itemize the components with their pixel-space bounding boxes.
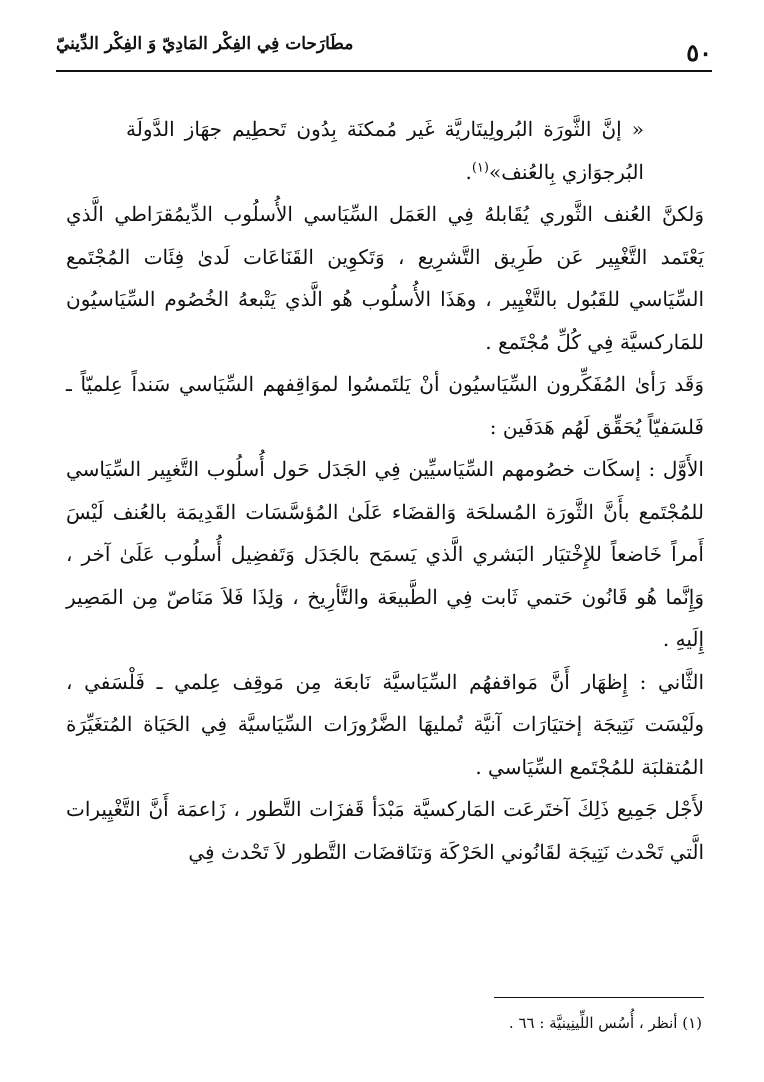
- paragraph-3: الأَوَّل : إسكَات خصُومهم السِّيَاسيِّين فِي الجَدَل حَول أُسلُوب التَّغيِير السِّيَاسي للمُجْتَمع بأَنَّ الثَّورَة المُسلحَة وَالقضَاء عَلَىٰ المُؤسَّسَات القَدِيمَة بالعُنف لَيْسَ أَمراً خَاضعاً للإِخْتيَار البَشري الَّذي يَسمَح بالجَدَل وَتَفضِيل أُسلُوب عَلَىٰ آخر ، وَإِنَّما هُو قَانُون حَتمي ثَابت فِي الطَّبيعَة والتَّأرِيخ ، وَلِذَا فَلاَ مَنَاصّ مِن المَصِير إِلَيهِ .: [66, 457, 704, 651]
- footnote-mark: (١): [471, 159, 489, 175]
- paragraph-1: وَلكنَّ العُنف الثَّوري يُقَابلهُ فِي العَمَل السِّيَاسي الأُسلُوب الدِّيمُقرَاطي الَّذي يَعْتَمد التَّغْيِير عَن طَرِيق التَّشرِيع ، وَتَكوِين القَنَاعَات لَدىٰ فِئَات المُجْتَمع السِّيَاسي للقَبُول بالتَّغْيِير ، وهَذَا الأُسلُوب هُو الَّذي يَتْبعهُ الخُصُوم السِّيَاسيُون للمَاركسيَّة فِي كُلِّ مُجْتَمع .: [66, 202, 704, 354]
- paragraph-4: الثَّاني : إِظهَار أَنَّ مَواقفهُم السِّيَاسيَّة نَابعَة مِن مَوقِف عِلمي ـ فَلْسَفي ، ولَيْسَت نَتِيجَة إختيَارَات آنيَّة تُمليهَا الضَّرُورَات السِّيَاسيَّة فِي الحَيَاة المُتغَيِّرَة المُتقلبَة للمُجْتَمع السِّيَاسي .: [66, 669, 704, 779]
- page-header: [56, 28, 712, 68]
- running-title: مطَارَحات فِي الفِكْر المَادِيّ وَ الفِكْر الدِّينيّ: [56, 34, 354, 54]
- quote-paragraph: [66, 108, 704, 193]
- quote-trailing: .: [465, 159, 472, 184]
- header-rule: [56, 70, 712, 72]
- body-text: [66, 108, 704, 873]
- paragraph-5: لأَجْل جَمِيع ذَلِكَ آختَرعَت المَاركسيَّة مَبْدَأ قَفزَات التَّطور ، زَاعمَة أَنَّ التَّغْيِيرات الَّتي تَحْدث نَتِيجَة لقَانُوني الحَرْكَة وَتنَاقضَات التَّطور لاَ تَحْدث فِي: [66, 797, 704, 864]
- paragraph-2: وَقَد رَأىٰ المُفَكِّرون السِّيَاسيُون أنْ يَلتَمسُوا لموَاقِفهم السِّيَاسي سَنداً عِلميّاً ـ فَلسَفيّاً يُحَقِّق لَهُم هَدَفَين :: [66, 372, 704, 439]
- footnote: (١) أنظر ، أُسُس اللِّينِينيَّة : ٦٦ .: [508, 1014, 702, 1032]
- quote-text: « إنَّ الثَّورَة البُرولِيتَاريَّة غَير مُمكنَة بِدُون تَحطِيم جهَاز الدَّولَة البُرجوَازي بِالعُنف»: [126, 117, 644, 184]
- page-number: ٥٠: [686, 38, 712, 67]
- footnote-rule: [494, 997, 704, 998]
